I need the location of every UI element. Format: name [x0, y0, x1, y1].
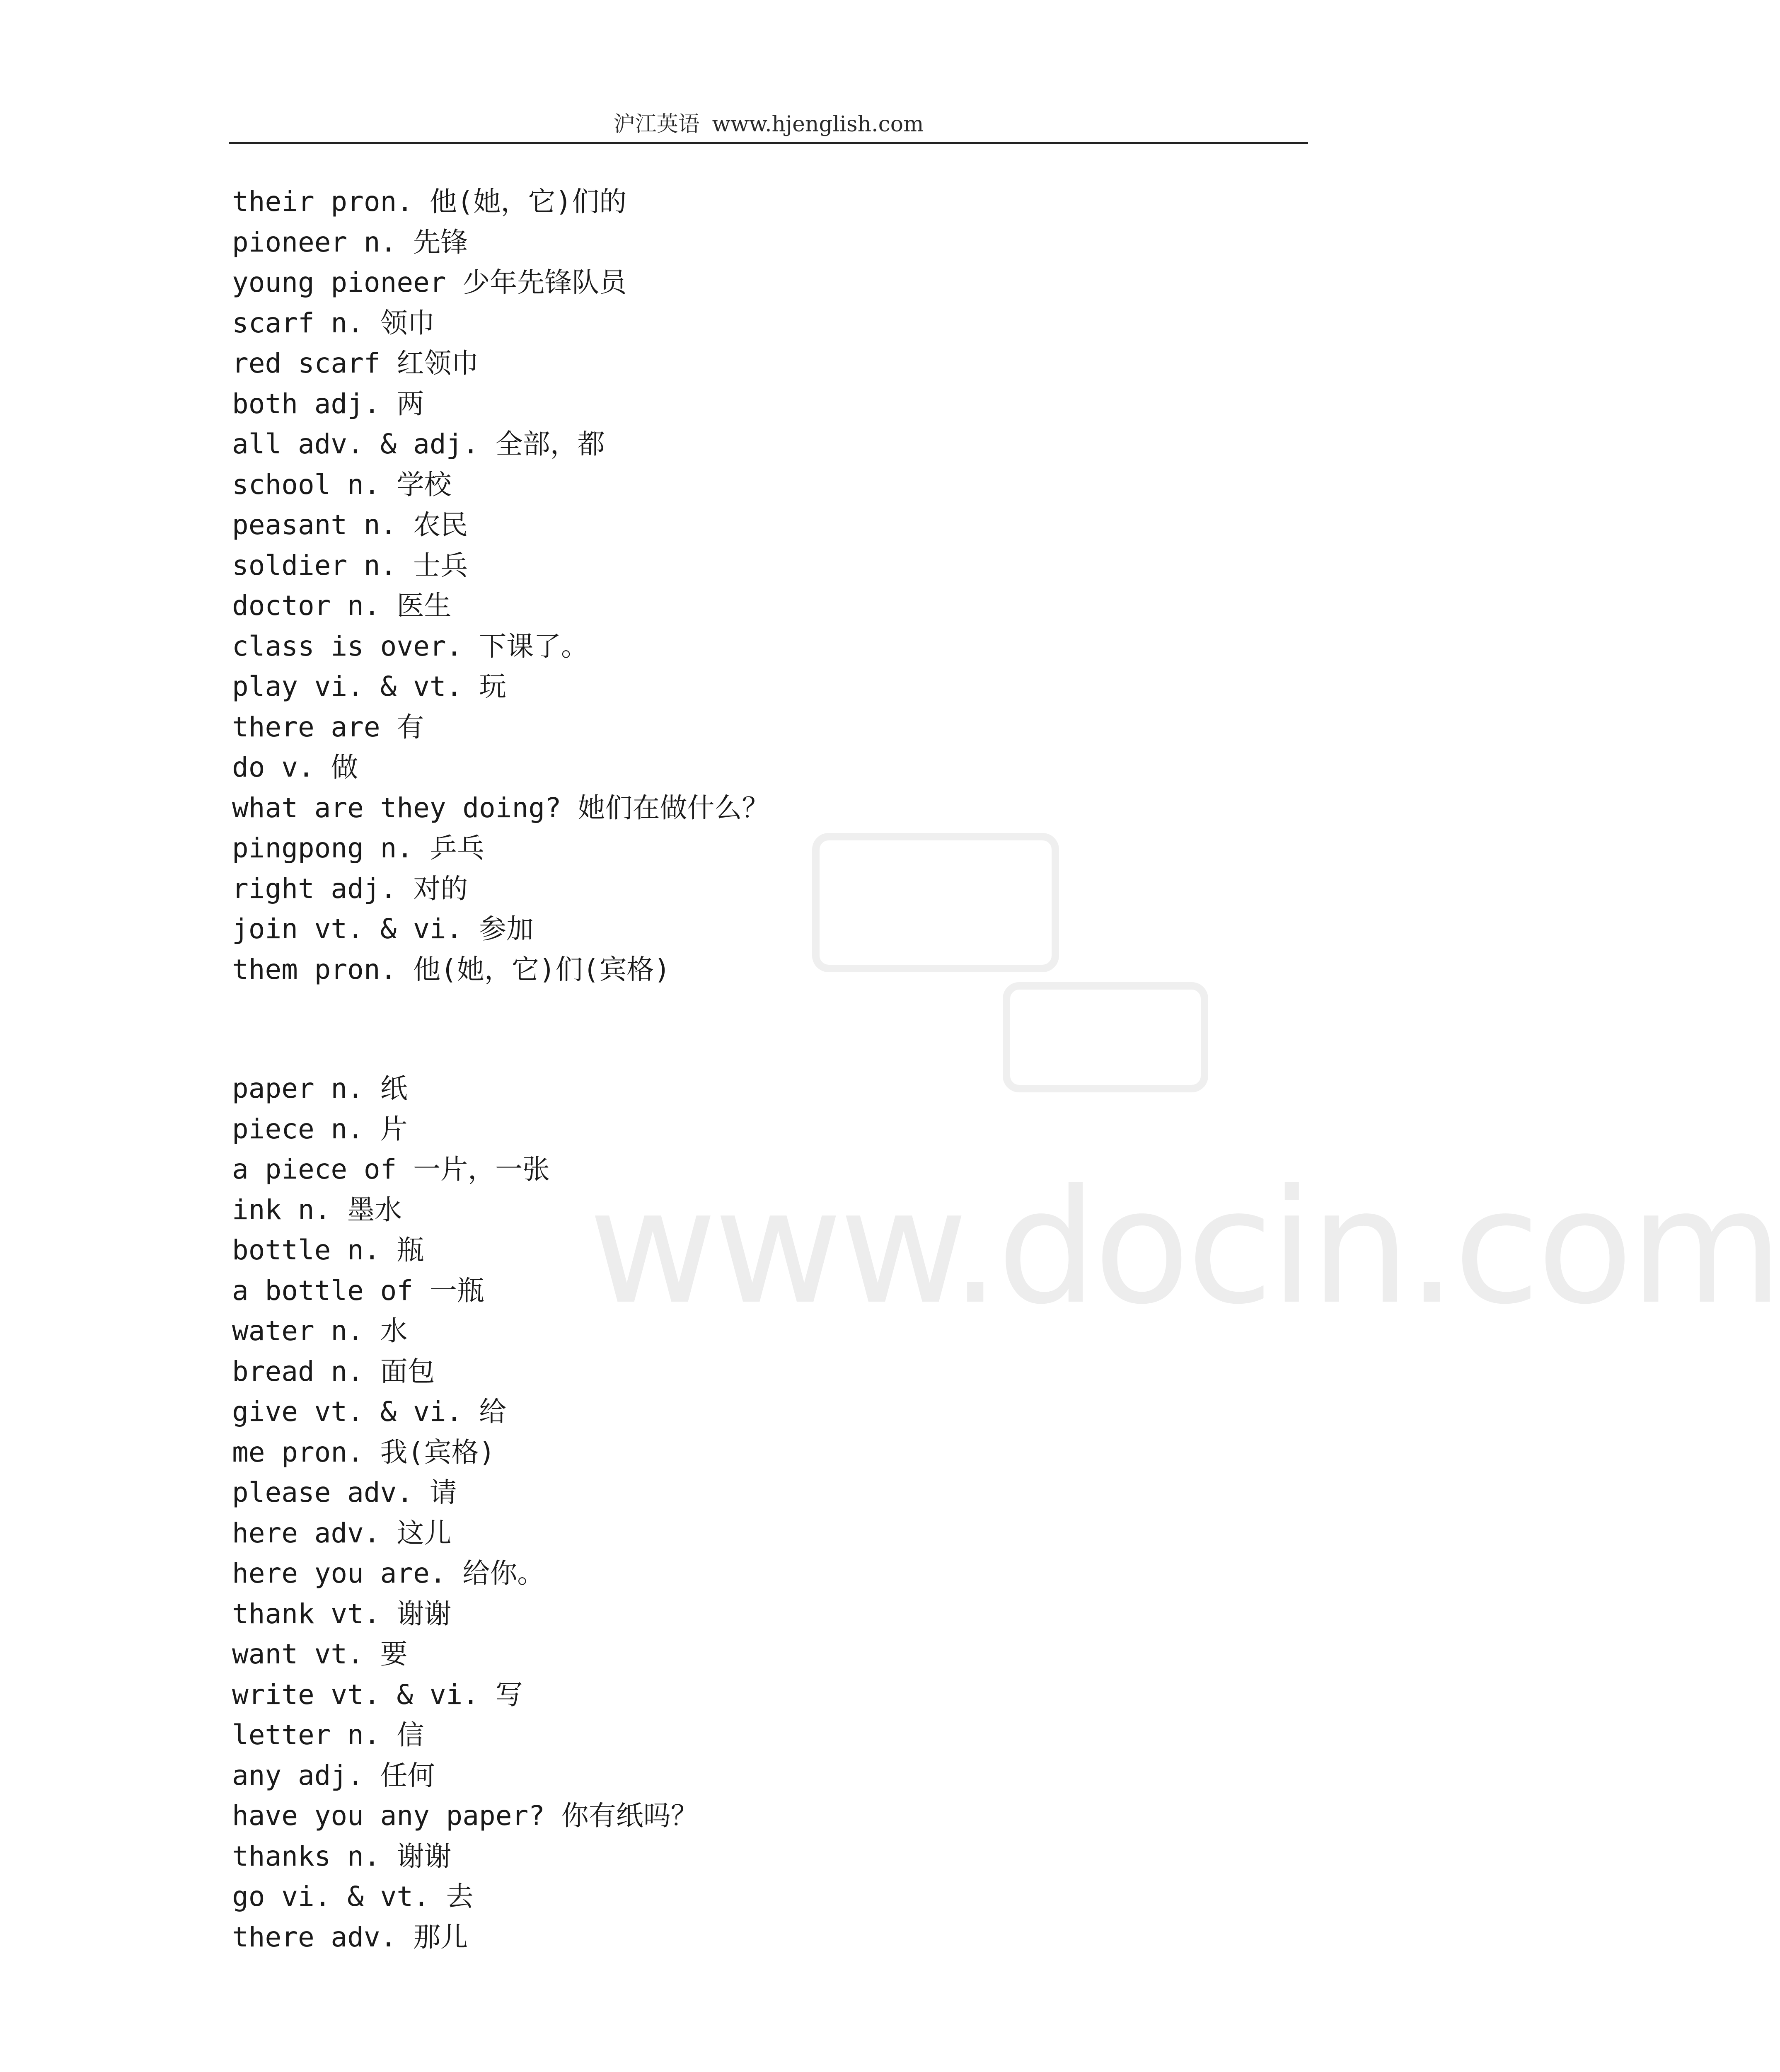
vocab-entry: thanks n. 谢谢 [232, 1840, 452, 1872]
vocabulary-list [232, 182, 1434, 1957]
watermark-text: www.docin.com [588, 1155, 1780, 1339]
vocab-entry: have you any paper? 你有纸吗？ [232, 1800, 698, 1832]
vocab-entry: there are 有 [232, 711, 424, 743]
vocab-entry: all adv. & adj. 全部，都 [232, 428, 605, 460]
vocab-entry: bread n. 面包 [232, 1355, 435, 1387]
vocab-entry: both adj. 两 [232, 387, 424, 420]
vocab-entry: give vt. & vi. 给 [232, 1396, 507, 1428]
vocab-entry: thank vt. 谢谢 [232, 1598, 452, 1630]
vocab-entry: here adv. 这儿 [232, 1517, 452, 1549]
section-spacer [232, 990, 1434, 1068]
vocab-entry: scarf n. 领巾 [232, 307, 435, 339]
vocab-entry: paper n. 纸 [232, 1072, 408, 1104]
site-url: www.hjenglish.com [712, 112, 924, 137]
vocab-entry: want vt. 要 [232, 1638, 408, 1670]
vocab-entry: class is over. 下课了。 [232, 630, 589, 662]
vocab-section-2 [232, 1068, 1434, 1957]
vocab-entry: school n. 学校 [232, 468, 452, 501]
vocab-entry: pioneer n. 先锋 [232, 226, 468, 258]
page-header [229, 107, 1308, 144]
vocab-entry: their pron. 他(她，它)们的 [232, 186, 627, 218]
vocab-entry: peasant n. 农民 [232, 509, 468, 541]
vocab-entry: go vi. & vt. 去 [232, 1881, 474, 1912]
vocab-section-1 [232, 182, 1434, 990]
vocab-entry: piece n. 片 [232, 1113, 408, 1145]
vocab-entry: soldier n. 士兵 [232, 549, 468, 581]
vocab-entry: doctor n. 医生 [232, 590, 452, 622]
vocab-entry: what are they doing? 她们在做什么？ [232, 792, 769, 824]
vocab-entry: a piece of 一片，一张 [232, 1153, 550, 1185]
vocab-entry: ink n. 墨水 [232, 1193, 402, 1226]
vocab-entry: please adv. 请 [232, 1477, 457, 1508]
vocab-entry: bottle n. 瓶 [232, 1234, 424, 1266]
vocab-entry: water n. 水 [232, 1315, 408, 1347]
vocab-entry: do v. 做 [232, 751, 358, 783]
vocab-entry: join vt. & vi. 参加 [232, 913, 534, 945]
site-name: 沪江英语 [613, 112, 700, 137]
vocab-entry: young pioneer 少年先锋队员 [232, 266, 627, 298]
vocab-entry: pingpong n. 乒乓 [232, 832, 484, 864]
vocab-entry: me pron. 我(宾格) [232, 1436, 496, 1468]
vocab-entry: them pron. 他(她，它)们(宾格) [232, 953, 671, 985]
vocab-entry: write vt. & vi. 写 [232, 1678, 523, 1711]
vocab-entry: letter n. 信 [232, 1719, 424, 1751]
vocab-entry: there adv. 那儿 [232, 1921, 468, 1953]
vocab-entry: any adj. 任何 [232, 1759, 435, 1791]
vocab-entry: a bottle of 一瓶 [232, 1274, 484, 1307]
vocab-entry: here you are. 给你。 [232, 1557, 545, 1589]
vocab-entry: red scarf 红领巾 [232, 347, 479, 379]
vocab-entry: right adj. 对的 [232, 872, 468, 905]
vocab-entry: play vi. & vt. 玩 [232, 670, 507, 702]
